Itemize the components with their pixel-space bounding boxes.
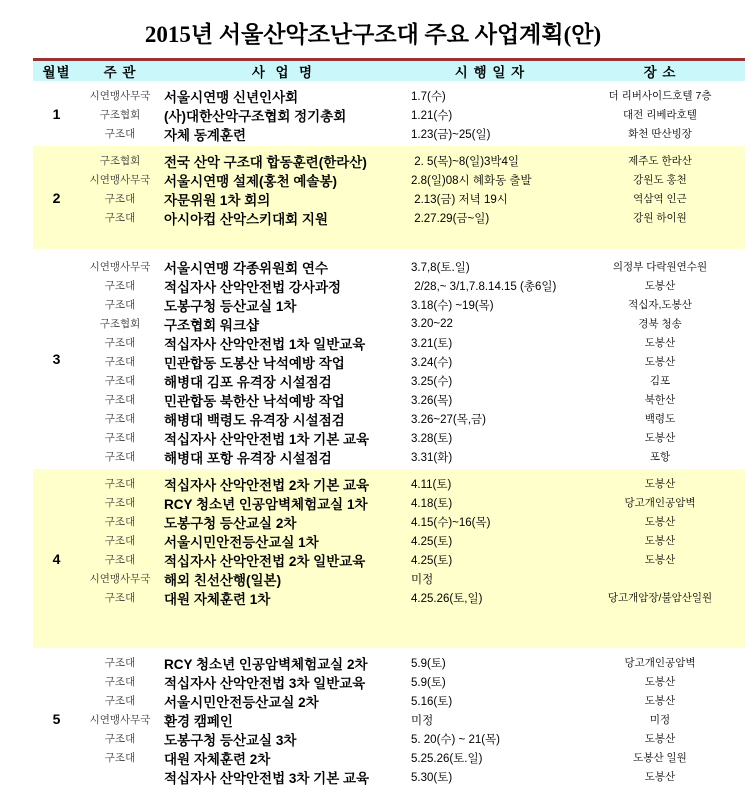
section-rows xyxy=(80,146,745,249)
page-title: 2015년 서울산악조난구조대 주요 사업계획(안) xyxy=(144,22,602,47)
table-row xyxy=(80,691,745,710)
row-organizer: 구조대 xyxy=(104,535,136,547)
row-place: 도봉산 xyxy=(644,733,676,745)
row-organizer: 구조대 xyxy=(104,676,136,688)
row-organizer: 시연맹사무국 xyxy=(89,714,151,726)
section-rows xyxy=(80,81,745,146)
row-place: 도봉산 일원 xyxy=(633,752,687,764)
table-row xyxy=(80,550,745,569)
row-organizer: 구조대 xyxy=(104,212,136,224)
row-date: 3.20~22 xyxy=(411,317,453,330)
row-date: 5. 20(수) ~ 21(목) xyxy=(411,733,501,746)
table-sections xyxy=(33,81,745,789)
row-place: 김포 xyxy=(649,375,671,387)
row-project-name: 해외 친선산행(일본) xyxy=(164,572,282,588)
row-place: 도봉산 xyxy=(644,356,676,368)
row-organizer: 구조대 xyxy=(104,432,136,444)
row-project-name: 서울시민안전등산교실 2차 xyxy=(164,694,319,710)
document-page xyxy=(0,16,746,811)
row-date: 4.25(토) xyxy=(411,554,453,567)
row-date: 3.18(수) ~19(목) xyxy=(411,299,494,312)
row-organizer: 시연맹사무국 xyxy=(89,573,151,585)
row-project-name: 서울시연맹 각종위원회 연수 xyxy=(164,260,328,276)
table-row xyxy=(80,276,745,295)
row-date: 2. 5(목)~8(일)3박4일 xyxy=(411,155,520,168)
table-row xyxy=(80,767,745,786)
table-row xyxy=(80,208,745,227)
row-project-name: 대원 자체훈련 2차 xyxy=(164,751,271,767)
row-date: 5.16(토) xyxy=(411,695,453,708)
row-project-name: 도봉구청 등산교실 3차 xyxy=(164,732,297,748)
row-date: 미정 xyxy=(411,714,434,727)
row-organizer: 구조대 xyxy=(104,337,136,349)
table-row xyxy=(80,371,745,390)
row-organizer: 구조대 xyxy=(104,375,136,387)
row-project-name: 해병대 김포 유격장 시설점검 xyxy=(164,374,332,390)
table-row xyxy=(80,390,745,409)
row-project-name: 민관합동 북한산 낙석예방 작업 xyxy=(164,393,345,409)
section-rows xyxy=(80,469,745,648)
row-organizer: 구조대 xyxy=(104,695,136,707)
table-row xyxy=(80,588,745,607)
row-project-name: 적십자사 산악안전법 3차 일반교육 xyxy=(164,675,366,691)
table-row xyxy=(80,531,745,550)
row-place: 도봉산 xyxy=(644,337,676,349)
table-row xyxy=(80,409,745,428)
row-date: 3.25(수) xyxy=(411,375,453,388)
row-place: 당고개인공암벽 xyxy=(624,497,696,509)
row-date: 5.30(토) xyxy=(411,771,453,784)
row-date: 4.11(토) xyxy=(411,478,452,491)
row-date: 1.23(금)~25(일) xyxy=(411,128,491,141)
row-project-name: 서울시연맹 신년인사회 xyxy=(164,89,299,105)
table-row xyxy=(80,170,745,189)
row-organizer: 구조대 xyxy=(104,413,136,425)
row-place: 강원 하이원 xyxy=(633,212,687,224)
row-place: 도봉산 xyxy=(644,535,676,547)
blank-rows xyxy=(80,227,745,246)
row-date: 3.26~27(목,금) xyxy=(411,413,486,426)
row-date: 1.7(수) xyxy=(411,90,446,103)
row-date: 5.9(토) xyxy=(411,657,446,670)
row-date: 5.25.26(토.일) xyxy=(411,752,483,765)
row-organizer: 구조대 xyxy=(104,478,136,490)
section-month-5 xyxy=(33,648,745,789)
column-header-place: 장 소 xyxy=(643,65,677,80)
row-place: 대전 리베라호텔 xyxy=(623,109,697,121)
row-date: 2.8(일)08시 혜화동 출발 xyxy=(411,174,532,187)
row-organizer: 구조대 xyxy=(104,497,136,509)
row-place: 도봉산 xyxy=(644,771,676,783)
row-organizer: 구조대 xyxy=(104,657,136,669)
row-project-name: 적십자사 산악안전법 1차 일반교육 xyxy=(164,336,366,352)
row-date: 3.31(화) xyxy=(411,451,453,464)
section-rows xyxy=(80,249,745,469)
row-place: 도봉산 xyxy=(644,280,676,292)
row-project-name: 해병대 백령도 유격장 시설점검 xyxy=(164,412,345,428)
table-row xyxy=(80,151,745,170)
table-row xyxy=(80,493,745,512)
row-project-name: 구조협회 워크샵 xyxy=(164,317,260,333)
row-place: 도봉산 xyxy=(644,554,676,566)
row-project-name: RCY 청소년 인공암벽체험교실 1차 xyxy=(164,496,368,512)
row-organizer: 구조대 xyxy=(104,356,136,368)
row-place: 북한산 xyxy=(644,394,676,406)
month-label: 5 xyxy=(52,710,61,727)
row-organizer: 시연맹사무국 xyxy=(89,90,151,102)
row-organizer: 구조대 xyxy=(104,592,136,604)
row-place: 도봉산 xyxy=(644,695,676,707)
table-row xyxy=(80,710,745,729)
column-header-month: 월별 xyxy=(42,65,71,80)
row-project-name: 대원 자체훈련 1차 xyxy=(164,591,271,607)
row-place: 포항 xyxy=(649,451,671,463)
row-place: 화천 딴산빙장 xyxy=(628,128,692,140)
table-row xyxy=(80,447,745,466)
row-place: 백령도 xyxy=(644,413,676,425)
table-row xyxy=(80,105,745,124)
row-date: 3.28(토) xyxy=(411,432,453,445)
row-organizer: 구조대 xyxy=(104,128,136,140)
row-project-name: 자문위원 1차 회의 xyxy=(164,192,271,208)
table-row xyxy=(80,189,745,208)
row-organizer: 시연맹사무국 xyxy=(89,261,151,273)
row-place: 강원도 홍천 xyxy=(633,174,687,186)
row-organizer: 구조대 xyxy=(104,193,136,205)
row-date: 4.25(토) xyxy=(411,535,453,548)
row-date: 미정 xyxy=(411,573,434,586)
table-row xyxy=(80,428,745,447)
row-project-name: 아시아컵 산악스키대회 지원 xyxy=(164,211,328,227)
table-row xyxy=(80,474,745,493)
column-header-organizer: 주 관 xyxy=(103,65,137,80)
row-project-name: 도봉구청 등산교실 1차 xyxy=(164,298,297,314)
row-project-name: 서울시연맹 설제(홍천 예솔봉) xyxy=(164,173,337,189)
table-row xyxy=(80,314,745,333)
row-place: 도봉산 xyxy=(644,432,676,444)
table-row xyxy=(80,257,745,276)
month-label: 2 xyxy=(52,189,61,206)
table-row xyxy=(80,729,745,748)
row-date: 4.15(수)~16(목) xyxy=(411,516,491,529)
row-place: 제주도 한라산 xyxy=(628,155,692,167)
section-rows xyxy=(80,648,745,789)
table-row xyxy=(80,569,745,588)
row-project-name: 해병대 포항 유격장 시설점검 xyxy=(164,450,332,466)
table-row xyxy=(80,124,745,143)
row-project-name: 자체 동계훈련 xyxy=(164,127,246,143)
row-organizer: 구조협회 xyxy=(99,318,141,330)
month-label: 3 xyxy=(52,351,61,367)
row-organizer: 시연맹사무국 xyxy=(89,174,151,186)
row-date: 3.24(수) xyxy=(411,356,453,369)
row-date: 2.27.29(금~일) xyxy=(411,212,490,225)
row-date: 2.13(금) 저녁 19시 xyxy=(411,193,508,206)
table-row xyxy=(80,512,745,531)
row-organizer: 구조대 xyxy=(104,752,136,764)
row-date: 4.18(토) xyxy=(411,497,453,510)
row-organizer: 구조대 xyxy=(104,394,136,406)
row-organizer: 구조대 xyxy=(104,280,136,292)
row-place: 의정부 다락원연수원 xyxy=(612,261,708,273)
row-date: 5.9(토) xyxy=(411,676,446,689)
column-header-date: 시 행 일 자 xyxy=(454,65,526,80)
row-place: 당고개인공암벽 xyxy=(624,657,696,669)
row-organizer: 구조협회 xyxy=(99,155,141,167)
row-place: 당고개암장/불암산일원 xyxy=(607,592,713,604)
section-month-1 xyxy=(33,81,745,146)
row-date: 3.21(토) xyxy=(411,337,453,350)
row-date: 3.26(목) xyxy=(411,394,453,407)
row-project-name: 적십자사 산악안전법 3차 기본 교육 xyxy=(164,770,370,786)
month-label: 4 xyxy=(52,550,61,567)
month-label: 1 xyxy=(52,105,61,122)
table-row xyxy=(80,672,745,691)
table-row xyxy=(80,333,745,352)
row-place: 도봉산 xyxy=(644,516,676,528)
table-header xyxy=(33,58,745,81)
row-project-name: 적십자사 산악안전법 2차 일반교육 xyxy=(164,553,366,569)
table-row xyxy=(80,352,745,371)
row-organizer: 구조대 xyxy=(104,733,136,745)
row-place: 적십자,도봉산 xyxy=(628,299,692,311)
row-project-name: 환경 캠페인 xyxy=(164,713,233,729)
row-place: 도봉산 xyxy=(644,478,676,490)
row-project-name: 적십자사 산악안전법 2차 기본 교육 xyxy=(164,477,370,493)
row-date: 1.21(수) xyxy=(411,109,453,122)
row-date: 2/28,~ 3/1,7.8.14.15 (총6일) xyxy=(411,280,557,293)
blank-rows xyxy=(80,607,745,645)
row-organizer: 구조대 xyxy=(104,554,136,566)
row-project-name: (사)대한산악구조협회 정기총회 xyxy=(164,108,347,124)
row-project-name: RCY 청소년 인공암벽체험교실 2차 xyxy=(164,656,368,672)
table-row xyxy=(80,653,745,672)
row-project-name: 적십자사 산악안전법 1차 기본 교육 xyxy=(164,431,370,447)
row-project-name: 서울시민안전등산교실 1차 xyxy=(164,534,319,550)
column-header-project: 사 업 명 xyxy=(251,65,314,80)
row-organizer: 구조협회 xyxy=(99,109,141,121)
row-date: 3.7,8(토.일) xyxy=(411,261,470,274)
row-project-name: 전국 산악 구조대 합동훈련(한라산) xyxy=(164,154,367,170)
row-organizer: 구조대 xyxy=(104,516,136,528)
row-place: 도봉산 xyxy=(644,676,676,688)
table-row xyxy=(80,748,745,767)
row-place: 역삼역 인근 xyxy=(633,193,687,205)
plan-table xyxy=(33,58,745,789)
table-row xyxy=(80,86,745,105)
row-project-name: 도봉구청 등산교실 2차 xyxy=(164,515,297,531)
row-project-name: 민관합동 도봉산 낙석예방 작업 xyxy=(164,355,345,371)
section-month-2 xyxy=(33,146,745,249)
row-organizer: 구조대 xyxy=(104,451,136,463)
section-month-3 xyxy=(33,249,745,469)
section-month-4 xyxy=(33,469,745,648)
row-organizer: 구조대 xyxy=(104,299,136,311)
row-place: 미정 xyxy=(649,714,671,726)
row-date: 4.25.26(토,일) xyxy=(411,592,483,605)
row-place: 더 리버사이드호텔 7층 xyxy=(608,90,712,102)
table-row xyxy=(80,295,745,314)
row-project-name: 적십자사 산악안전법 강사과정 xyxy=(164,279,342,295)
row-place: 경북 청송 xyxy=(638,318,682,330)
